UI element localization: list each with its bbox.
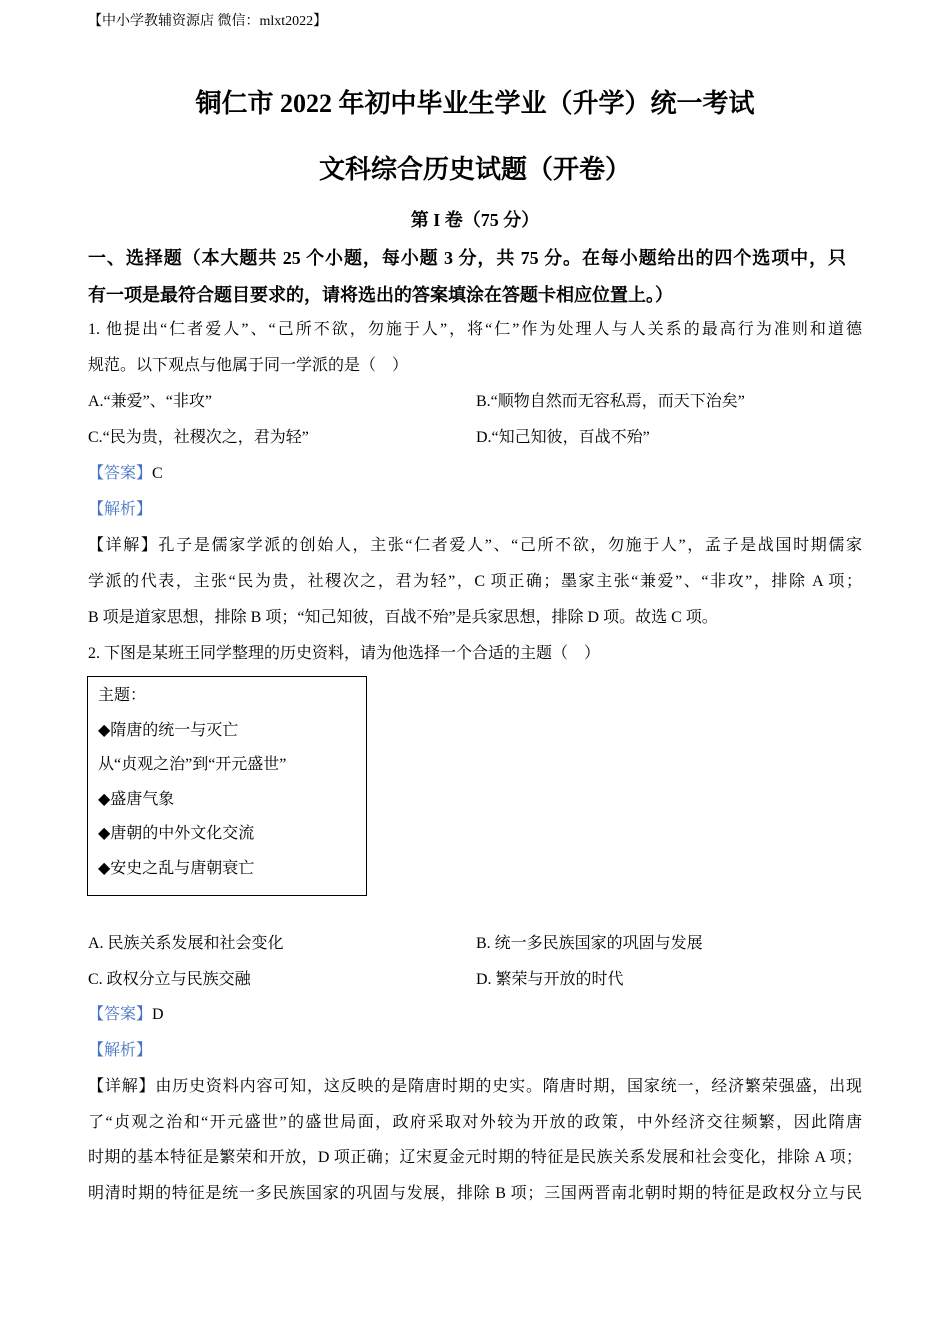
section-instructions [88,240,846,314]
question-2 [88,926,862,1212]
detail-line [88,1069,862,1105]
answer-label: 【答案】 [88,465,153,482]
question-stem-line: 1. 他提出“仁者爱人”、“己所不欲，勿施于人”，将“仁”作为处理人与人关系的最高行为准则和道德 [88,321,862,338]
detail-line [88,528,862,564]
option-a: A. 民族关系发展和社会变化 [88,935,284,952]
detail-line: B 项是道家思想，排除 B 项；“知己知彼，百战不殆”是兵家思想，排除 D 项。故选 C 项。 [88,609,718,626]
material-item: ◆盛唐气象 [98,790,175,808]
material-title: 主题： [98,687,147,704]
section-line: 一、选择题（本大题共 25 个小题，每小题 3 分，共 75 分。在每小题给出的四个选项中，只 [88,248,846,268]
material-item: ◆隋唐的统一与灭亡 [98,721,239,739]
detail-text: 孔子是儒家学派的创始人，主张“仁者爱人”、“己所不欲，勿施于人”，孟子是战国时期儒家 [158,537,862,554]
option-d: D.“知己知彼，百战不殆” [476,429,650,446]
detail-label: 【详解】 [88,537,159,554]
material-item: ◆唐朝的中外文化交流 [98,825,255,843]
option-b: B.“顺物自然而无容私焉，而天下治矣” [476,393,745,410]
detail-line: 了“贞观之治和“开元盛世”的盛世局面，政府采取对外较为开放的政策，中外经济交往频繁，因此隋唐 [88,1113,862,1131]
detail-line: 时期的基本特征是繁荣和开放，D 项正确；辽宋夏金元时期的特征是民族关系发展和社会变化，排除 A 项； [88,1149,862,1167]
analysis-label: 【解析】 [88,501,153,518]
option-c: C.“民为贵，社稷次之，君为轻” [88,429,309,446]
material-item: ◆安史之乱与唐朝衰亡 [98,859,255,877]
material-item: 从“贞观之治”到“开元盛世” [98,756,287,774]
options-row [88,962,862,998]
section-line: 有一项是最符合题目要求的，请将选出的答案填涂在答题卡相应位置上。） [88,285,673,305]
options-row [88,926,862,962]
question-stem-line: 2. 下图是某班王同学整理的历史资料，请为他选择一个合适的主题（ ） [88,645,601,662]
answer-value: D [152,1006,164,1024]
analysis-line [88,1033,862,1069]
option-d: D. 繁荣与开放的时代 [476,970,624,988]
detail-line: 学派的代表，主张“民为贵，社稷次之，君为轻”，C 项正确；墨家主张“兼爱”、“非攻”，排除 A 项； [88,573,862,590]
option-a: A.“兼爱”、“非攻” [88,393,212,410]
answer-line [88,456,862,492]
option-b: B. 统一多民族国家的巩固与发展 [476,935,703,952]
header-note: 【中小学教辅资源店 微信：mlxt2022】 [88,14,328,29]
options-row [88,384,862,420]
exam-subtitle: 文科综合历史试题（开卷） [318,155,631,184]
detail-text: 由历史资料内容可知，这反映的是隋唐时期的史实。隋唐时期，国家统一，经济繁荣强盛，出现 [155,1077,862,1095]
material-box [87,676,367,896]
question-1 [88,312,862,672]
question-stem-line: 规范。以下观点与他属于同一学派的是（ ） [88,357,409,374]
answer-value: C [152,465,163,482]
answer-line [88,997,862,1033]
detail-label: 【详解】 [88,1077,156,1095]
options-row [88,420,862,456]
option-c: C. 政权分立与民族交融 [88,970,251,988]
analysis-line [88,492,862,528]
part-title: 第 I 卷（75 分） [410,210,540,230]
detail-line: 明清时期的特征是统一多民族国家的巩固与发展，排除 B 项；三国两晋南北朝时期的特征是政权分立与民 [88,1184,862,1202]
answer-label: 【答案】 [88,1006,153,1024]
exam-title: 铜仁市 2022 年初中毕业生学业（升学）统一考试 [195,89,755,118]
analysis-label: 【解析】 [88,1042,153,1060]
